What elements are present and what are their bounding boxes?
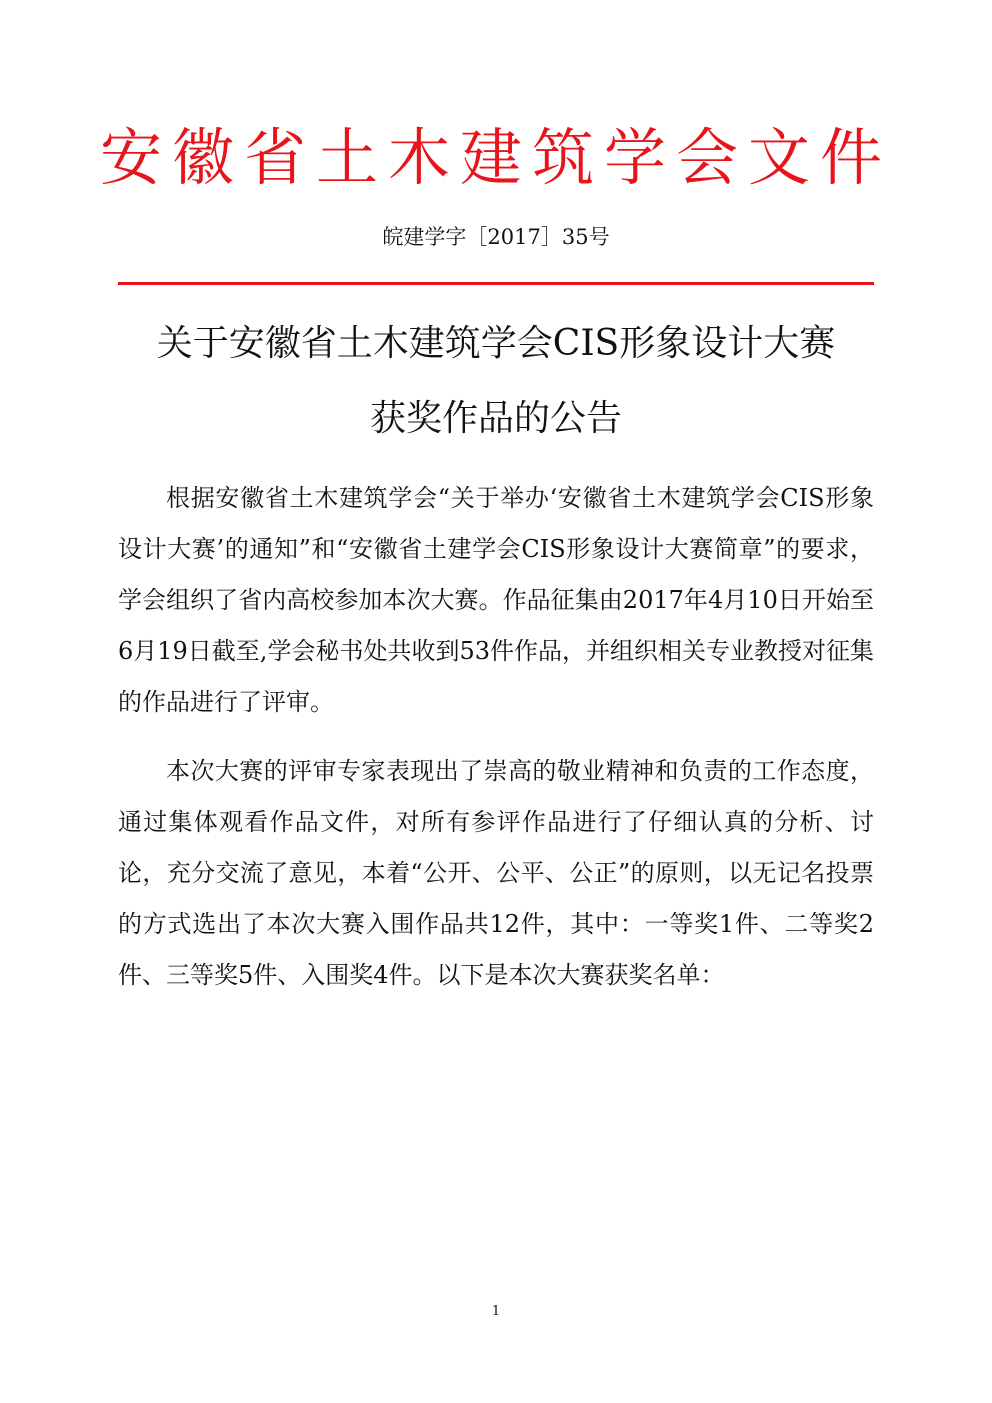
body-paragraph-1: 根据安徽省土木建筑学会“关于举办‘安徽省土木建筑学会CIS形象设计大赛’的通知”和“安徽省土建学会CIS形象设计大赛简章”的要求，学会组织了省内高校参加本次大赛。作品征集由2017年4月10日开始至6月19日截至,学会秘书处共收到53件作品，并组织相关专业教授对征集的作品进行了评审。 (118, 484, 874, 716)
notice-title-line-2: 获奖作品的公告 (369, 398, 622, 439)
document-number: 皖建学字［2017］35号 (382, 225, 610, 249)
red-divider-line (118, 282, 874, 285)
notice-title-line-1: 关于安徽省土木建筑学会CIS形象设计大赛 (156, 323, 836, 364)
body-paragraph-2: 本次大赛的评审专家表现出了崇高的敬业精神和负责的工作态度，通过集体观看作品文件，对所有参评作品进行了仔细认真的分析、讨论，充分交流了意见，本着“公开、公平、公正”的原则，以无记名投票的方式选出了本次大赛入围作品共12件，其中：一等奖1件、二等奖2件、三等奖5件、入围奖4件。以下是本次大赛获奖名单： (118, 757, 874, 989)
org-document-header: 安徽省土木建筑学会文件 (99, 121, 892, 194)
page-number: 1 (491, 1304, 501, 1319)
